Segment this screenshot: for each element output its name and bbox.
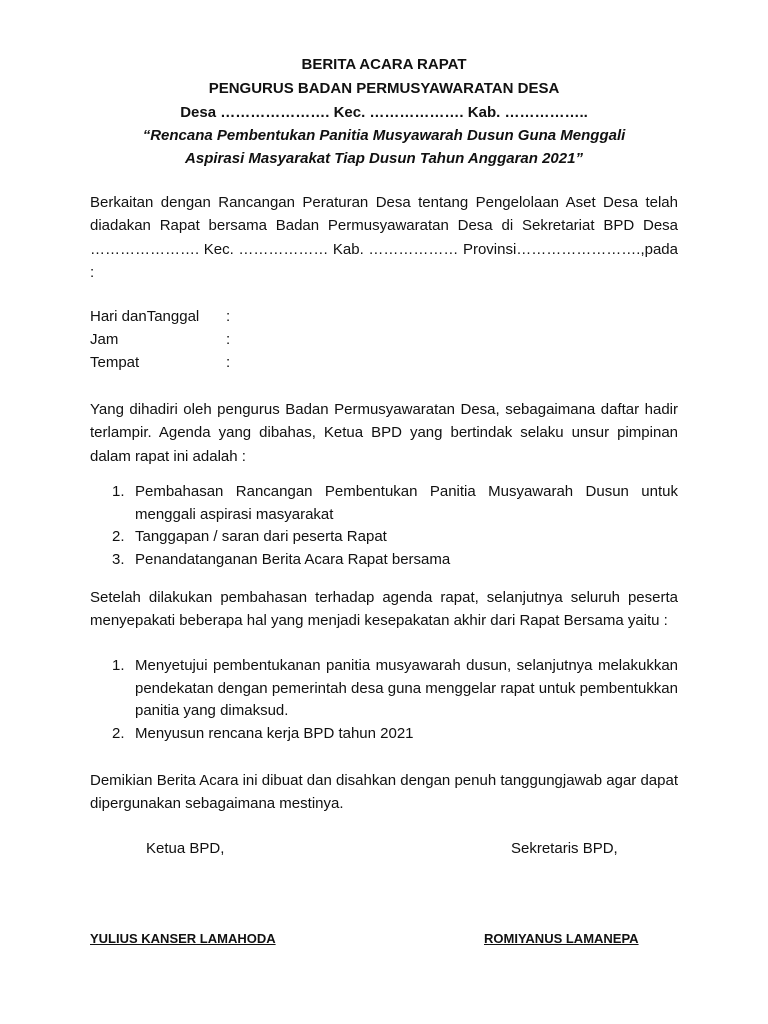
list-text: Menyusun rencana kerja BPD tahun 2021 [135, 724, 414, 742]
agenda-list [90, 481, 678, 571]
detail-row-date [90, 306, 230, 328]
list-item [90, 526, 678, 549]
chairman-name: YULIUS KANSER LAMAHODA [90, 931, 276, 946]
list-text: Tanggapan / saran dari peserta Rapat [135, 528, 387, 545]
detail-label: Jam [90, 331, 119, 348]
chairman-title: Ketua BPD, [146, 840, 225, 857]
document-subtitle: PENGURUS BADAN PERMUSYAWARATAN DESA [208, 80, 560, 97]
list-item [90, 655, 678, 723]
list-text: Pembahasan Rancangan Pembentukan Panitia Musyawarah Dusun untuk menggali aspirasi masyarakat [135, 483, 678, 523]
intro-paragraph: Berkaitan dengan Rancangan Peraturan Desa tentang Pengelolaan Aset Desa telah diadakan Rapat bersama Badan Permusyawaratan Desa di Sekretariat BPD Desa …………………. Kec. ……………… Kab. ……………… Provinsi…………………….,pada : [90, 194, 678, 282]
agreement-list [90, 655, 678, 745]
detail-colon: : [226, 308, 231, 325]
list-number: 1. [112, 483, 125, 500]
location-line: Desa …………………. Kec. ………………. Kab. …………….. [180, 104, 588, 121]
list-text: Penandatanganan Berita Acara Rapat bersama [135, 550, 451, 568]
detail-label: Tempat [90, 354, 140, 371]
secretary-name: ROMIYANUS LAMANEPA [484, 931, 639, 946]
secretary-title: Sekretaris BPD, [511, 840, 618, 857]
closing-paragraph: Demikian Berita Acara ini dibuat dan disahkan dengan penuh tanggungjawab agar dapat dipergunakan sebagaimana mestinya. [90, 772, 678, 813]
list-item [90, 723, 678, 746]
list-number: 1. [112, 657, 125, 674]
list-text: Menyetujui pembentukanan panitia musyawarah dusun, selanjutnya melakukkan pendekatan dengan pemerintah desa guna menggelar rapat untuk pembentukkan panitia yang dimaksud. [135, 657, 678, 719]
list-item [90, 549, 678, 572]
detail-row-time [90, 329, 230, 351]
list-number: 2. [112, 528, 125, 545]
list-number: 3. [112, 550, 125, 568]
topic-line-2: Aspirasi Masyarakat Tiap Dusun Tahun Anggaran 2021” [185, 150, 583, 167]
list-item [90, 481, 678, 526]
detail-colon: : [226, 331, 231, 348]
list-number: 2. [112, 724, 125, 742]
detail-row-place [90, 352, 230, 374]
detail-label: Hari danTanggal [90, 308, 200, 325]
detail-colon: : [226, 354, 231, 371]
document-title: BERITA ACARA RAPAT [301, 56, 467, 73]
topic-line-1: “Rencana Pembentukan Panitia Musyawarah Dusun Guna Menggali [142, 127, 626, 144]
discussion-paragraph: Setelah dilakukan pembahasan terhadap agenda rapat, selanjutnya seluruh peserta menyepakati beberapa hal yang menjadi kesepakatan akhir dari Rapat Bersama yaitu : [90, 589, 678, 630]
attendance-paragraph: Yang dihadiri oleh pengurus Badan Permusyawaratan Desa, sebagaimana daftar hadir terlampir. Agenda yang dibahas, Ketua BPD yang bertindak selaku unsur pimpinan dalam rapat ini adalah : [90, 401, 678, 465]
